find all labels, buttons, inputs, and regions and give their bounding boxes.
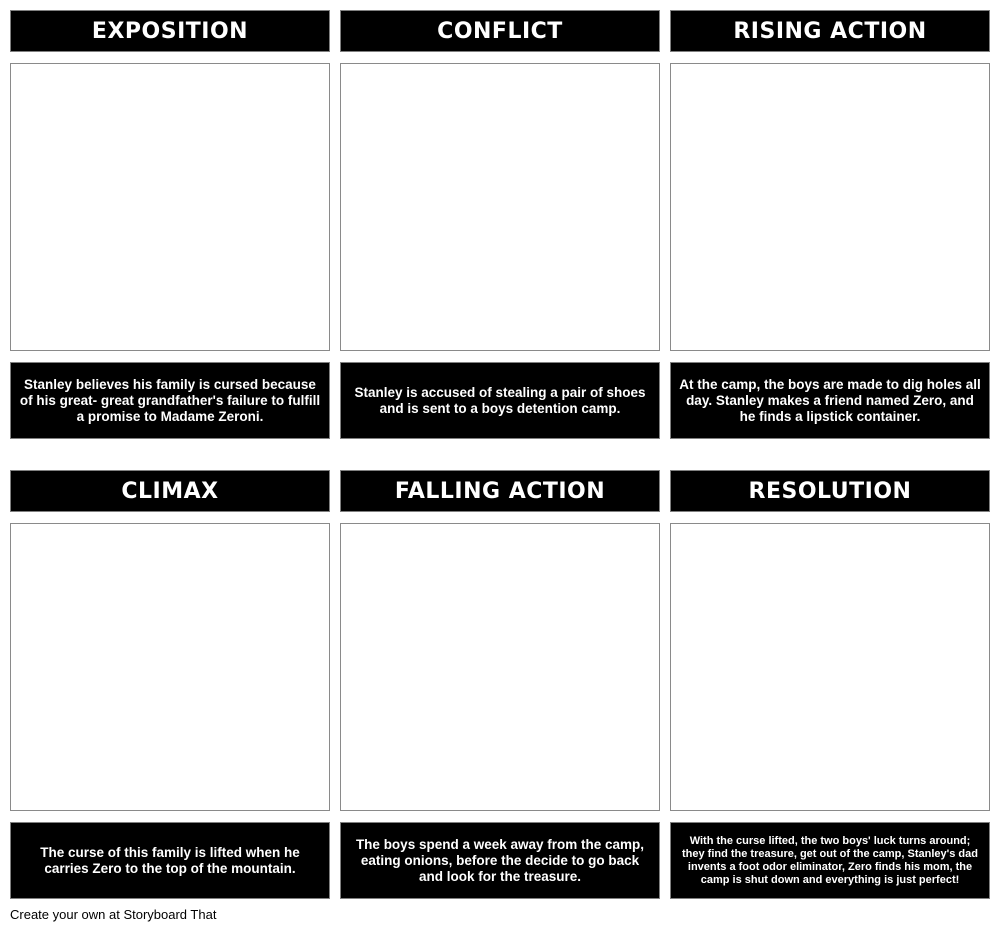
panel-title: CONFLICT [340,10,660,52]
footer-credit[interactable]: Create your own at Storyboard That [10,907,217,922]
panel-falling-action [340,470,660,899]
panel-image-frame[interactable] [10,523,330,811]
panel-image-frame[interactable] [10,63,330,351]
panel-title: CLIMAX [10,470,330,512]
panel-image-frame[interactable] [670,523,990,811]
panel-image-frame[interactable] [670,63,990,351]
panel-title: EXPOSITION [10,10,330,52]
panel-image-frame[interactable] [340,63,660,351]
panel-caption: At the camp, the boys are made to dig holes all day. Stanley makes a friend named Zero, and he finds a lipstick container. [670,362,990,439]
panel-caption: With the curse lifted, the two boys' luck turns around; they find the treasure, get out of the camp, Stanley's dad invents a foot odor eliminator, Zero finds his mom, the camp is shut down and everything is just perfect! [670,822,990,899]
panel-caption: The curse of this family is lifted when he carries Zero to the top of the mountain. [10,822,330,899]
panel-title: FALLING ACTION [340,470,660,512]
panel-exposition [10,10,330,439]
storyboard-row-bottom [10,470,990,899]
panel-caption: Stanley is accused of stealing a pair of shoes and is sent to a boys detention camp. [340,362,660,439]
panel-resolution [670,470,990,899]
panel-caption: The boys spend a week away from the camp, eating onions, before the decide to go back and look for the treasure. [340,822,660,899]
panel-conflict [340,10,660,439]
storyboard-grid [10,10,990,899]
panel-caption: Stanley believes his family is cursed because of his great- great grandfather's failure to fulfill a promise to Madame Zeroni. [10,362,330,439]
storyboard-row-top [10,10,990,439]
panel-climax [10,470,330,899]
panel-image-frame[interactable] [340,523,660,811]
panel-rising-action [670,10,990,439]
panel-title: RISING ACTION [670,10,990,52]
panel-title: RESOLUTION [670,470,990,512]
